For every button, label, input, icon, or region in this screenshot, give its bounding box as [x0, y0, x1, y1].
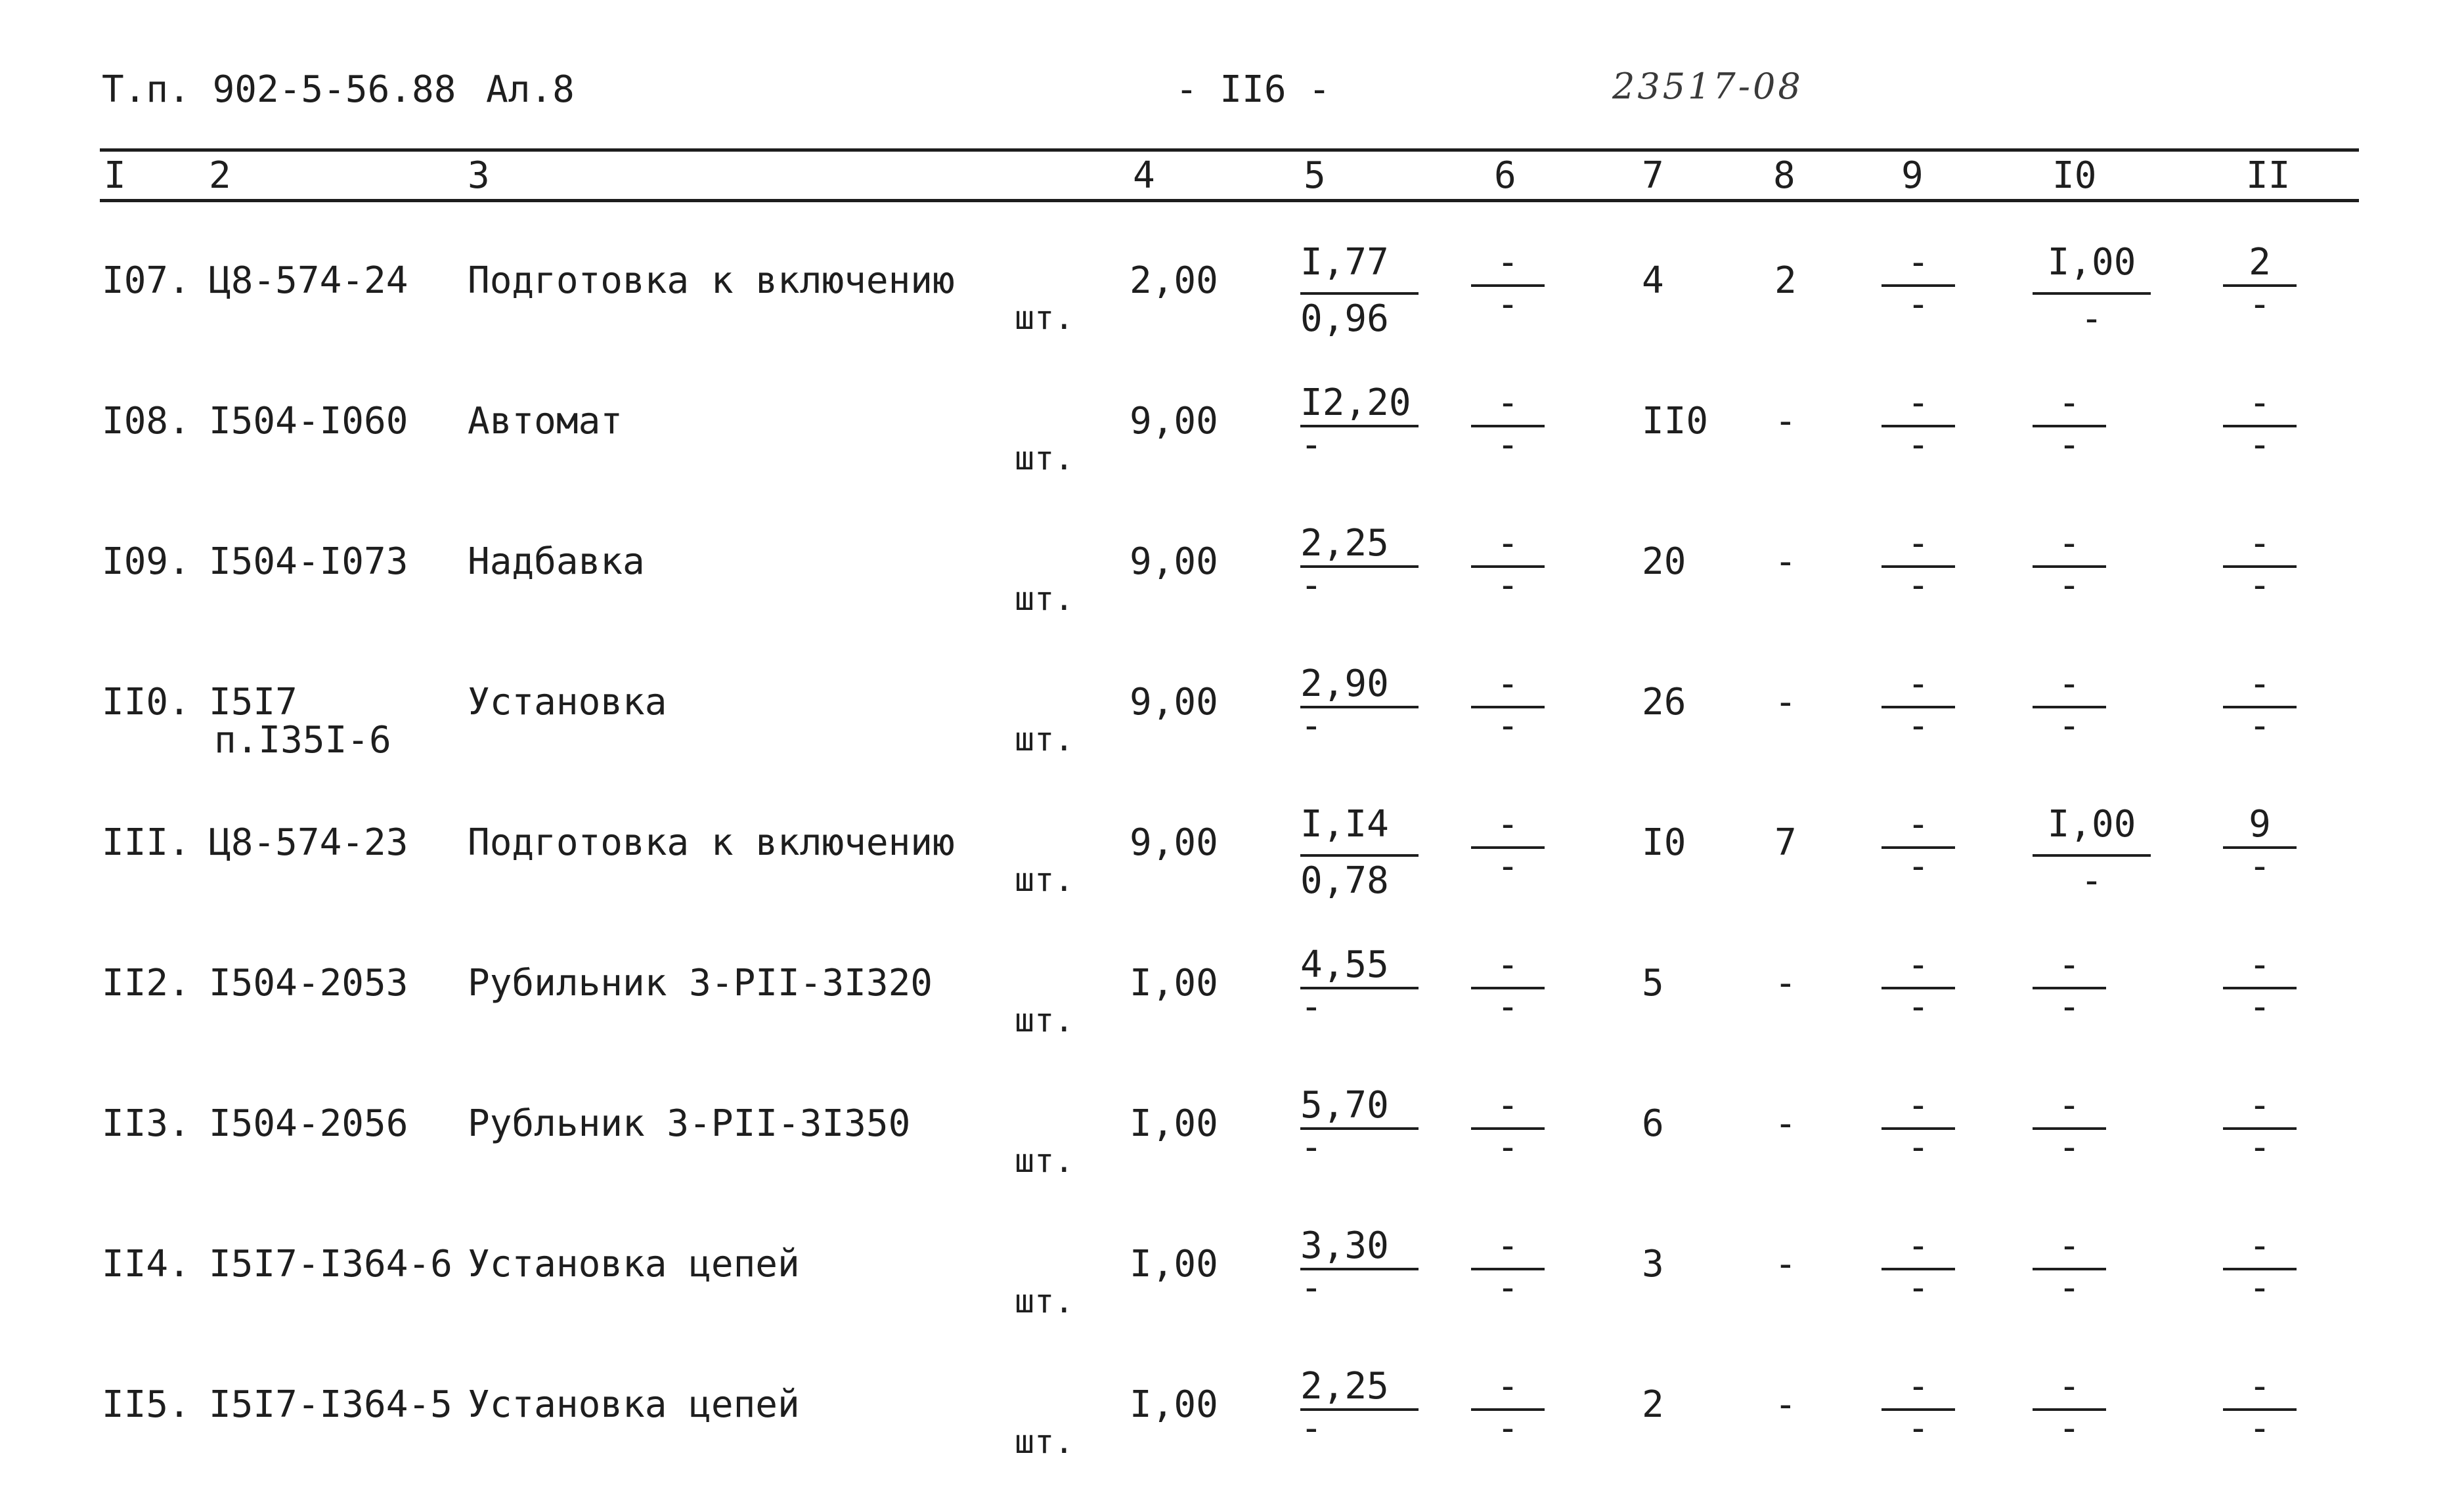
col8-value: - [1774, 400, 1797, 443]
col10-fraction-fraction-bar [2033, 854, 2151, 857]
column-header-11: II [2246, 154, 2291, 197]
col5-fraction-denominator: - [1300, 1266, 1323, 1309]
col9-fraction-numerator: - [1907, 943, 1929, 986]
col6-fraction-numerator: - [1497, 1084, 1519, 1127]
col11-fraction-denominator: - [2249, 283, 2271, 326]
column-header-1: I [104, 154, 126, 197]
col10-fraction-numerator: I,00 [2047, 803, 2136, 846]
col5-fraction-numerator: 3,30 [1300, 1224, 1389, 1267]
col5-fraction-numerator: 2,90 [1300, 662, 1389, 705]
col6-fraction-numerator: - [1497, 1224, 1519, 1267]
norm-code: I504-2053 [209, 962, 408, 1004]
norm-code: п.I35I-6 [214, 719, 391, 762]
col6-fraction-denominator: - [1497, 423, 1519, 466]
unit-label: шт. [1015, 1423, 1074, 1461]
unit-label: шт. [1015, 299, 1074, 337]
quantity: 9,00 [1130, 540, 1218, 583]
norm-code: I504-I060 [209, 400, 408, 443]
col10-fraction-denominator: - [2058, 704, 2080, 747]
col11-fraction-denominator: - [2249, 564, 2271, 607]
row-number: II0. [102, 681, 190, 724]
col5-fraction-denominator: 0,96 [1300, 297, 1389, 340]
col10-fraction-denominator: - [2058, 1407, 2080, 1450]
col5-fraction-denominator: - [1300, 704, 1323, 747]
col11-fraction-denominator: - [2249, 985, 2271, 1028]
col5-fraction-numerator: I,77 [1300, 241, 1389, 284]
col6-fraction-numerator: - [1497, 943, 1519, 986]
unit-label: шт. [1015, 580, 1074, 618]
col6-fraction-denominator: - [1497, 704, 1519, 747]
work-name: Установка цепей [468, 1243, 800, 1285]
column-header-4: 4 [1133, 154, 1155, 197]
col6-fraction-numerator: - [1497, 522, 1519, 565]
row-number: II5. [102, 1383, 190, 1426]
col10-fraction-denominator: - [2058, 985, 2080, 1028]
column-header-8: 8 [1773, 154, 1795, 197]
col6-fraction-numerator: - [1497, 381, 1519, 424]
col10-fraction-denominator: - [2080, 859, 2103, 902]
col5-fraction-numerator: 2,25 [1300, 1365, 1389, 1408]
header-bottom-rule [100, 199, 2359, 202]
col7-value: I0 [1642, 821, 1686, 864]
col5-fraction-denominator: - [1300, 564, 1323, 607]
col9-fraction-denominator: - [1907, 283, 1929, 326]
col10-fraction-denominator: - [2058, 1266, 2080, 1309]
col8-value: 2 [1774, 259, 1797, 302]
column-header-6: 6 [1494, 154, 1516, 197]
unit-label: шт. [1015, 1142, 1074, 1180]
col8-value: - [1774, 1102, 1797, 1145]
quantity: 2,00 [1130, 259, 1218, 302]
col7-value: II0 [1642, 400, 1709, 443]
col6-fraction-denominator: - [1497, 845, 1519, 888]
row-number: I08. [102, 400, 190, 443]
col9-fraction-denominator: - [1907, 985, 1929, 1028]
col10-fraction-numerator: - [2058, 381, 2080, 424]
work-name: Подготовка к включению [468, 821, 955, 864]
col9-fraction-numerator: - [1907, 241, 1929, 284]
col10-fraction-numerator: - [2058, 522, 2080, 565]
norm-code: Ц8-574-23 [209, 821, 408, 864]
col8-value: - [1774, 1383, 1797, 1426]
col10-fraction-fraction-bar [2033, 292, 2151, 295]
col10-fraction-numerator: - [2058, 1365, 2080, 1408]
norm-code: I504-I073 [209, 540, 408, 583]
column-header-7: 7 [1642, 154, 1664, 197]
col6-fraction-denominator: - [1497, 1407, 1519, 1450]
work-name: Установка [468, 681, 667, 724]
work-name: Рубильник 3-РII-3I320 [468, 962, 933, 1004]
norm-code: I5I7-I364-6 [209, 1243, 452, 1285]
col11-fraction-denominator: - [2249, 1126, 2271, 1169]
col9-fraction-numerator: - [1907, 803, 1929, 846]
col5-fraction-fraction-bar [1300, 292, 1419, 295]
quantity: 9,00 [1130, 821, 1218, 864]
col6-fraction-numerator: - [1497, 1365, 1519, 1408]
col9-fraction-denominator: - [1907, 1266, 1929, 1309]
col7-value: 3 [1642, 1243, 1664, 1285]
unit-label: шт. [1015, 1282, 1074, 1320]
col9-fraction-numerator: - [1907, 522, 1929, 565]
col11-fraction-numerator: 9 [2249, 803, 2271, 846]
row-number: I07. [102, 259, 190, 302]
col10-fraction-denominator: - [2080, 297, 2103, 340]
page-number: - II6 - [1176, 68, 1331, 111]
col9-fraction-numerator: - [1907, 1084, 1929, 1127]
col7-value: 5 [1642, 962, 1664, 1004]
col6-fraction-denominator: - [1497, 985, 1519, 1028]
col9-fraction-numerator: - [1907, 1224, 1929, 1267]
norm-code: I504-2056 [209, 1102, 408, 1145]
album-number: Ал.8 [486, 68, 575, 111]
document-reference: Т.п. 902-5-56.88 [102, 68, 456, 111]
col9-fraction-denominator: - [1907, 564, 1929, 607]
col10-fraction-numerator: - [2058, 662, 2080, 705]
column-header-2: 2 [209, 154, 231, 197]
col11-fraction-numerator: 2 [2249, 241, 2271, 284]
col6-fraction-numerator: - [1497, 803, 1519, 846]
col11-fraction-numerator: - [2249, 1224, 2271, 1267]
col9-fraction-numerator: - [1907, 1365, 1929, 1408]
quantity: 9,00 [1130, 400, 1218, 443]
norm-code: I5I7-I364-5 [209, 1383, 452, 1426]
quantity: 9,00 [1130, 681, 1218, 724]
quantity: I,00 [1130, 962, 1218, 1004]
col11-fraction-numerator: - [2249, 1084, 2271, 1127]
col11-fraction-numerator: - [2249, 522, 2271, 565]
norm-code: Ц8-574-24 [209, 259, 408, 302]
handwritten-inventory-number: 23517-08 [1612, 66, 1803, 107]
header-top-rule [100, 148, 2359, 152]
col11-fraction-numerator: - [2249, 1365, 2271, 1408]
row-number: II2. [102, 962, 190, 1004]
unit-label: шт. [1015, 720, 1074, 758]
col11-fraction-numerator: - [2249, 381, 2271, 424]
col9-fraction-numerator: - [1907, 662, 1929, 705]
norm-code: I5I7 [209, 681, 297, 724]
col9-fraction-denominator: - [1907, 704, 1929, 747]
col6-fraction-denominator: - [1497, 564, 1519, 607]
column-header-10: I0 [2052, 154, 2097, 197]
col9-fraction-denominator: - [1907, 1407, 1929, 1450]
col5-fraction-numerator: 2,25 [1300, 522, 1389, 565]
col6-fraction-numerator: - [1497, 241, 1519, 284]
col10-fraction-denominator: - [2058, 564, 2080, 607]
col8-value: - [1774, 1243, 1797, 1285]
col9-fraction-denominator: - [1907, 423, 1929, 466]
col5-fraction-numerator: 4,55 [1300, 943, 1389, 986]
row-number: II4. [102, 1243, 190, 1285]
col10-fraction-denominator: - [2058, 1126, 2080, 1169]
unit-label: шт. [1015, 439, 1074, 477]
col7-value: 26 [1642, 681, 1686, 724]
row-number: I09. [102, 540, 190, 583]
col8-value: - [1774, 681, 1797, 724]
col6-fraction-denominator: - [1497, 1266, 1519, 1309]
column-header-9: 9 [1901, 154, 1924, 197]
column-header-5: 5 [1304, 154, 1326, 197]
col8-value: - [1774, 540, 1797, 583]
unit-label: шт. [1015, 861, 1074, 899]
col5-fraction-denominator: 0,78 [1300, 859, 1389, 902]
col10-fraction-numerator: - [2058, 1224, 2080, 1267]
column-header-3: 3 [468, 154, 490, 197]
col5-fraction-numerator: I2,20 [1300, 381, 1411, 424]
col7-value: 2 [1642, 1383, 1664, 1426]
col9-fraction-denominator: - [1907, 1126, 1929, 1169]
work-name: Автомат [468, 400, 623, 443]
col8-value: - [1774, 962, 1797, 1004]
col6-fraction-denominator: - [1497, 283, 1519, 326]
col5-fraction-fraction-bar [1300, 854, 1419, 857]
col10-fraction-numerator: - [2058, 1084, 2080, 1127]
col5-fraction-denominator: - [1300, 423, 1323, 466]
quantity: I,00 [1130, 1243, 1218, 1285]
col10-fraction-numerator: - [2058, 943, 2080, 986]
col11-fraction-denominator: - [2249, 704, 2271, 747]
col5-fraction-denominator: - [1300, 1126, 1323, 1169]
col10-fraction-numerator: I,00 [2047, 241, 2136, 284]
col5-fraction-numerator: 5,70 [1300, 1084, 1389, 1127]
col11-fraction-numerator: - [2249, 943, 2271, 986]
row-number: II3. [102, 1102, 190, 1145]
col9-fraction-denominator: - [1907, 845, 1929, 888]
row-number: III. [102, 821, 190, 864]
quantity: I,00 [1130, 1383, 1218, 1426]
col11-fraction-numerator: - [2249, 662, 2271, 705]
col8-value: 7 [1774, 821, 1797, 864]
col11-fraction-denominator: - [2249, 1266, 2271, 1309]
col5-fraction-denominator: - [1300, 985, 1323, 1028]
work-name: Установка цепей [468, 1383, 800, 1426]
col7-value: 20 [1642, 540, 1686, 583]
col11-fraction-denominator: - [2249, 1407, 2271, 1450]
col5-fraction-numerator: I,I4 [1300, 803, 1389, 846]
col10-fraction-denominator: - [2058, 423, 2080, 466]
col6-fraction-numerator: - [1497, 662, 1519, 705]
col11-fraction-denominator: - [2249, 423, 2271, 466]
work-name: Надбавка [468, 540, 645, 583]
work-name: Рубльник 3-РII-3I350 [468, 1102, 911, 1145]
quantity: I,00 [1130, 1102, 1218, 1145]
work-name: Подготовка к включению [468, 259, 955, 302]
col5-fraction-denominator: - [1300, 1407, 1323, 1450]
col6-fraction-denominator: - [1497, 1126, 1519, 1169]
col7-value: 4 [1642, 259, 1664, 302]
col7-value: 6 [1642, 1102, 1664, 1145]
col11-fraction-denominator: - [2249, 845, 2271, 888]
col9-fraction-numerator: - [1907, 381, 1929, 424]
unit-label: шт. [1015, 1001, 1074, 1039]
